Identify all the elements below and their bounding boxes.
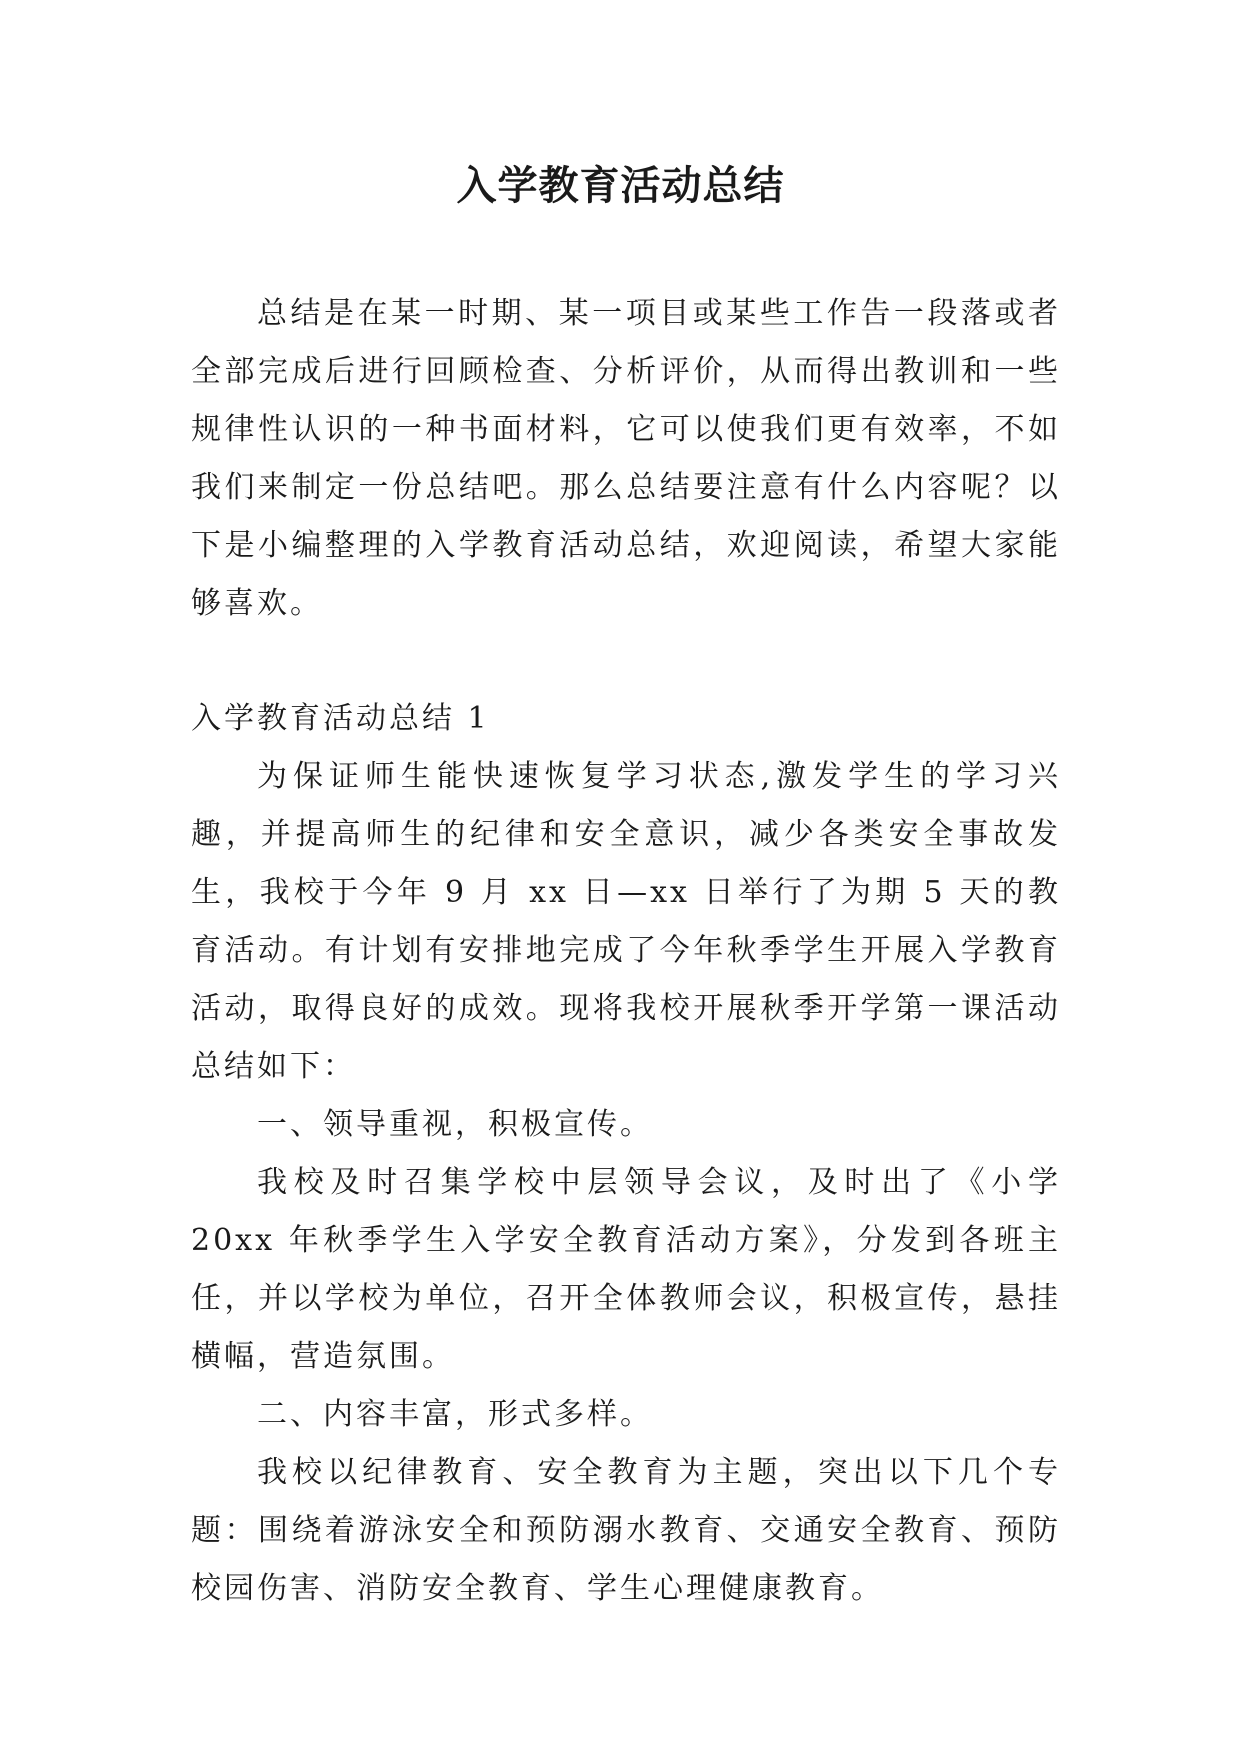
paragraph-2: 我校及时召集学校中层领导会议，及时出了《小学 20xx 年秋季学生入学安全教育活动方案》，分发到各班主任，并以学校为单位，召开全体教师会议，积极宣传，悬挂横幅，营造氛围。 <box>191 1165 1061 1374</box>
heading-1: 一、领导重视，积极宣传。 <box>257 1107 653 1142</box>
document-body <box>191 285 1061 1618</box>
document-title: 入学教育活动总结 <box>456 162 785 209</box>
section-title: 入学教育活动总结 1 <box>191 701 490 736</box>
heading-2: 二、内容丰富，形式多样。 <box>257 1397 653 1432</box>
intro-paragraph: 总结是在某一时期、某一项目或某些工作告一段落或者全部完成后进行回顾检查、分析评价，从而得出教训和一些规律性认识的一种书面材料，它可以使我们更有效率，不如我们来制定一份总结吧。那么总结要注意有什么内容呢？以下是小编整理的入学教育活动总结，欢迎阅读，希望大家能够喜欢。 <box>191 296 1061 621</box>
paragraph-1: 为保证师生能快速恢复学习状态,激发学生的学习兴趣，并提高师生的纪律和安全意识，减少各类安全事故发生，我校于今年 9 月 xx 日—xx 日举行了为期 5 天的教育活动。有计划有安排地完成了今年秋季学生开展入学教育活动，取得良好的成效。现将我校开展秋季开学第一课活动总结如下： <box>191 759 1061 1084</box>
paragraph-3: 我校以纪律教育、安全教育为主题，突出以下几个专题：围绕着游泳安全和预防溺水教育、交通安全教育、预防校园伤害、消防安全教育、学生心理健康教育。 <box>191 1455 1061 1606</box>
